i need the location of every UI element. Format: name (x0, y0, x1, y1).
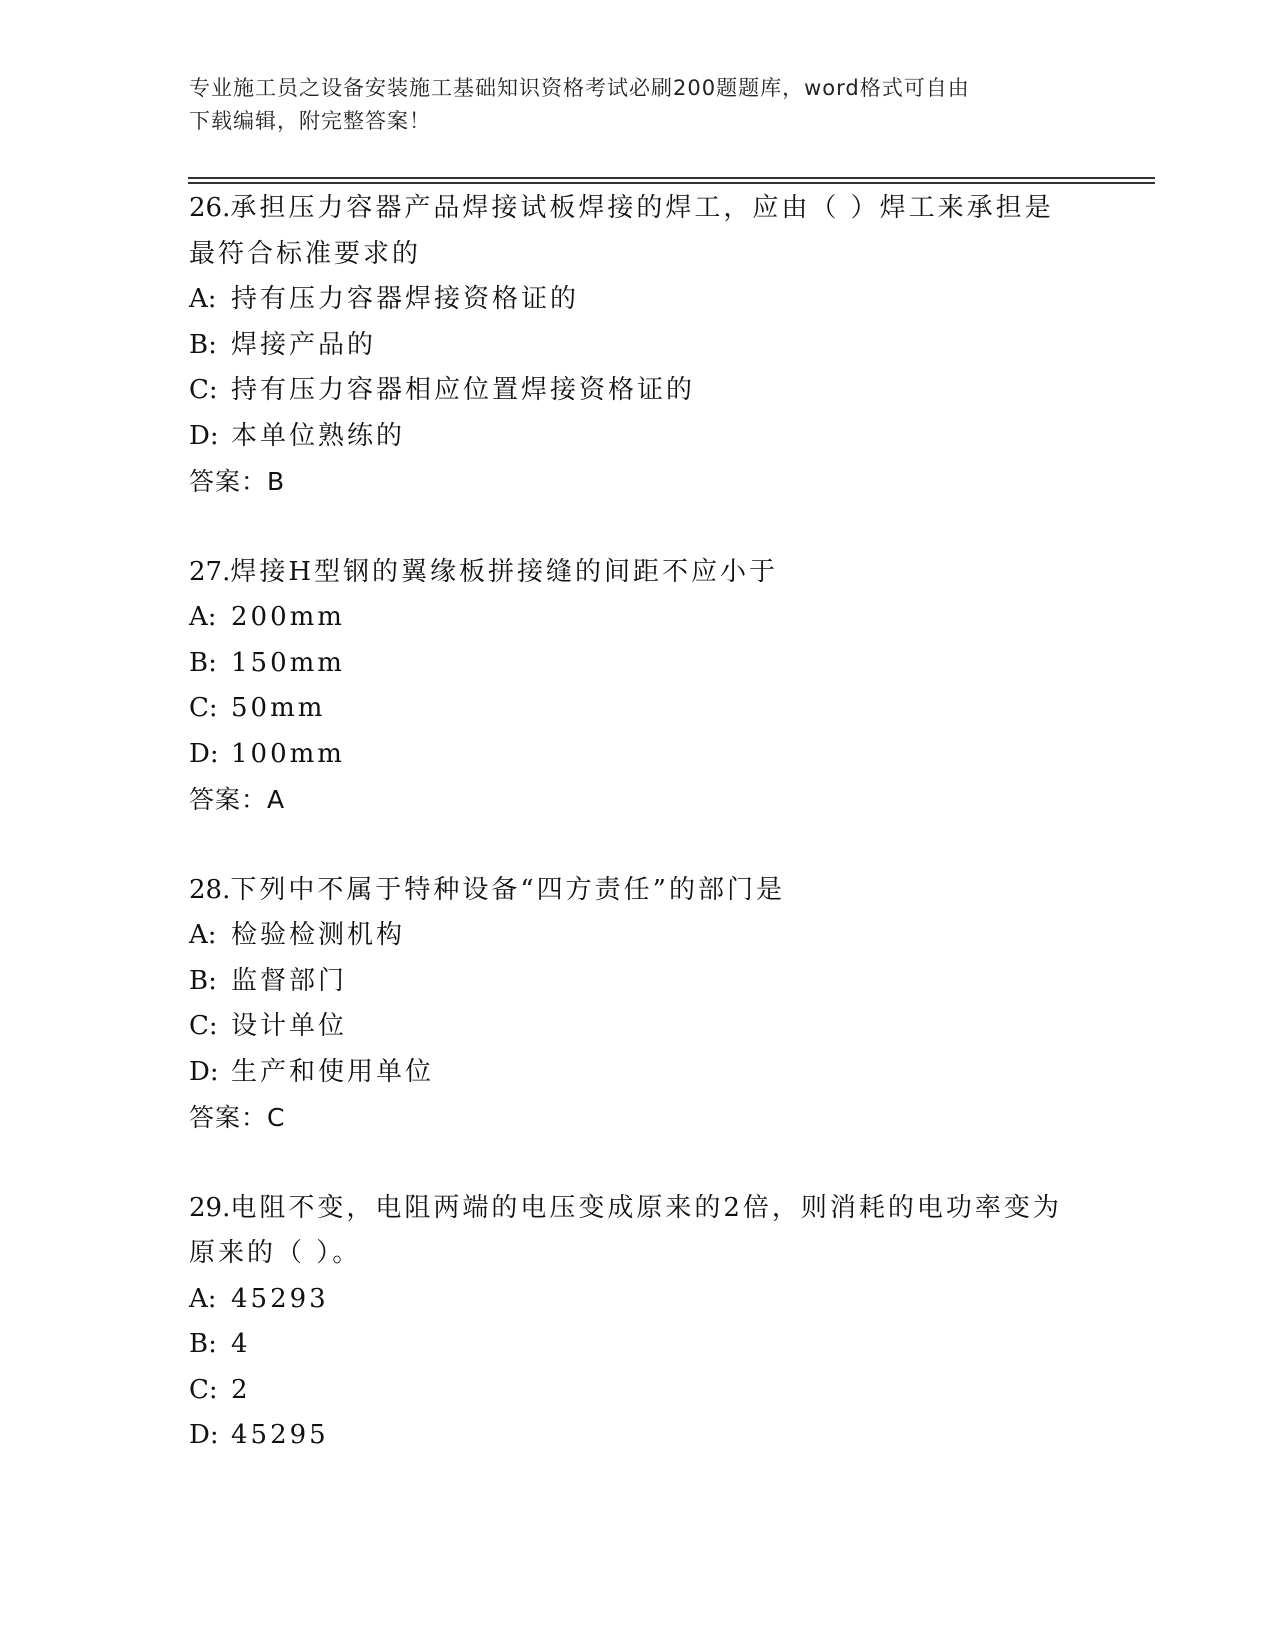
option-key: B: (189, 965, 217, 996)
option-text: 45293 (231, 1283, 329, 1314)
option-key: B: (189, 1329, 217, 1359)
question-stem-line (189, 1186, 1089, 1232)
answer-option (189, 641, 1089, 687)
answer-option (189, 323, 1089, 369)
option-key: A: (189, 284, 217, 314)
document-header (189, 72, 1069, 138)
option-key: B: (189, 647, 217, 678)
option-key: B: (189, 329, 217, 360)
question-stem-text: 下列中不属于特种设备“四方责任”的部门是 (230, 874, 785, 905)
option-key: D: (189, 1420, 219, 1450)
question-number: 27. (189, 556, 231, 587)
option-text: 150mm (231, 647, 345, 678)
question-stem-text: 最符合标准要求的 (189, 238, 422, 269)
answer-option (189, 732, 1089, 778)
option-text: 生产和使用单位 (231, 1056, 435, 1087)
option-key: C: (189, 1374, 218, 1405)
option-key: D: (189, 738, 219, 769)
option-text: 200mm (231, 602, 345, 632)
option-key: D: (189, 1056, 219, 1087)
question-stem-line (189, 186, 1089, 232)
option-key: A: (189, 602, 217, 632)
option-text: 4 (231, 1329, 251, 1359)
answer-option (189, 959, 1089, 1005)
answer-option (189, 686, 1089, 732)
option-text: 焊接产品的 (231, 329, 377, 360)
question-list (189, 186, 1089, 1504)
question-number: 26. (189, 193, 231, 223)
answer-line: 答案：A (189, 785, 286, 814)
question-block (189, 550, 1089, 823)
header-divider-top (188, 177, 1155, 179)
question-stem-text: 电阻不变，电阻两端的电压变成原来的2倍，则消耗的电功率变为 (230, 1192, 1062, 1223)
answer-line: 答案：B (189, 467, 286, 496)
answer-option (189, 1050, 1089, 1096)
answer-option (189, 1413, 1089, 1459)
answer-option (189, 1322, 1089, 1368)
option-key: C: (189, 1011, 218, 1041)
header-line-1: 专业施工员之设备安装施工基础知识资格考试必刷200题题库，word格式可自由 (189, 76, 970, 100)
question-stem-text: 焊接H型钢的翼缘板拼接缝的间距不应小于 (230, 556, 779, 587)
question-block (189, 1186, 1089, 1459)
option-text: 45295 (231, 1420, 329, 1450)
answer-option (189, 368, 1089, 414)
option-text: 设计单位 (231, 1011, 348, 1041)
question-block (189, 186, 1089, 505)
answer-line: 答案：C (189, 1103, 286, 1132)
answer-option (189, 1368, 1089, 1414)
answer-option (189, 414, 1089, 460)
option-text: 持有压力容器相应位置焊接资格证的 (231, 375, 696, 405)
question-number: 28. (189, 874, 231, 905)
option-text: 持有压力容器焊接资格证的 (231, 284, 580, 314)
option-text: 检验检测机构 (231, 920, 406, 950)
option-text: 100mm (231, 738, 345, 769)
answer-option (189, 1277, 1089, 1323)
option-text: 本单位熟练的 (231, 420, 406, 451)
option-text: 监督部门 (231, 965, 348, 996)
question-stem-text: 承担压力容器产品焊接试板焊接的焊工，应由（ ）焊工来承担是 (230, 193, 1054, 223)
option-text: 50mm (231, 693, 326, 723)
answer-option (189, 1004, 1089, 1050)
question-stem-text: 原来的（ ）。 (189, 1238, 362, 1268)
question-stem-line (189, 1231, 1089, 1277)
answer-option (189, 595, 1089, 641)
header-divider-bottom (188, 182, 1155, 184)
option-key: C: (189, 375, 218, 405)
question-block (189, 868, 1089, 1141)
option-key: A: (189, 1283, 217, 1314)
option-key: D: (189, 420, 219, 451)
answer-option (189, 277, 1089, 323)
option-text: 2 (231, 1374, 251, 1405)
option-key: A: (189, 920, 217, 950)
header-line-2: 下载编辑，附完整答案！ (189, 109, 431, 133)
question-stem-line (189, 232, 1089, 278)
question-number: 29. (189, 1192, 231, 1223)
option-key: C: (189, 693, 218, 723)
answer-option (189, 913, 1089, 959)
question-stem-line (189, 868, 1089, 914)
question-stem-line (189, 550, 1089, 596)
